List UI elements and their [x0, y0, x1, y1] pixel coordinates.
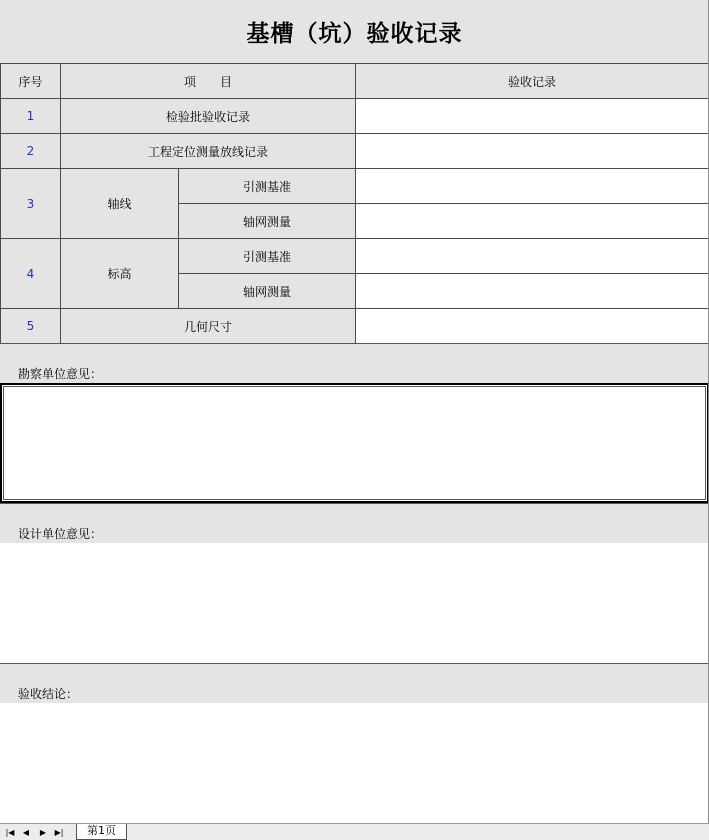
survey-opinion-cell[interactable]	[0, 383, 709, 503]
survey-opinion-label: 勘察单位意见：	[18, 367, 103, 381]
row-3-number[interactable]: 3	[0, 168, 61, 239]
design-opinion-label: 设计单位意见：	[18, 527, 103, 541]
row-4-sub1[interactable]: 引测基准	[178, 238, 356, 274]
design-opinion-cell[interactable]	[0, 543, 709, 663]
header-item[interactable]: 项 目	[60, 63, 356, 99]
row-3-sub2-record-cell[interactable]	[355, 203, 709, 239]
prev-sheet-icon[interactable]: ◀	[22, 827, 30, 837]
row-2-record-cell[interactable]	[355, 133, 709, 169]
row-1-label[interactable]: 检验批验收记录	[60, 98, 356, 134]
header-seq[interactable]: 序号	[0, 63, 61, 99]
row-5-number[interactable]: 5	[0, 308, 61, 344]
row-1-record-cell[interactable]	[355, 98, 709, 134]
row-4-number[interactable]: 4	[0, 238, 61, 309]
page-title: 基槽（坑）验收记录	[0, 0, 709, 64]
row-5-label[interactable]: 几何尺寸	[60, 308, 356, 344]
row-2-number[interactable]: 2	[0, 133, 61, 169]
first-sheet-icon[interactable]: |◀	[5, 827, 15, 837]
row-1-number[interactable]: 1	[0, 98, 61, 134]
sheet-tab-active[interactable]: 第1页	[76, 824, 127, 840]
row-5-record-cell[interactable]	[355, 308, 709, 344]
row-3-group[interactable]: 轴线	[60, 168, 179, 239]
row-3-sub1[interactable]: 引测基准	[178, 168, 356, 204]
conclusion-header[interactable]	[0, 663, 709, 703]
row-4-group[interactable]: 标高	[60, 238, 179, 309]
row-3-sub1-record-cell[interactable]	[355, 168, 709, 204]
row-3-sub2[interactable]: 轴网测量	[178, 203, 356, 239]
row-2-label[interactable]: 工程定位测量放线记录	[60, 133, 356, 169]
row-4-sub1-record-cell[interactable]	[355, 238, 709, 274]
header-record[interactable]: 验收记录	[355, 63, 709, 99]
design-opinion-header[interactable]	[0, 503, 709, 543]
row-4-sub2[interactable]: 轴网测量	[178, 273, 356, 309]
row-4-sub2-record-cell[interactable]	[355, 273, 709, 309]
conclusion-label: 验收结论：	[18, 687, 79, 701]
conclusion-cell[interactable]	[0, 703, 709, 823]
sheet-tab-bar	[0, 823, 709, 840]
survey-opinion-header[interactable]	[0, 343, 709, 383]
next-sheet-icon[interactable]: ▶	[39, 827, 47, 837]
last-sheet-icon[interactable]: ▶|	[54, 827, 64, 837]
